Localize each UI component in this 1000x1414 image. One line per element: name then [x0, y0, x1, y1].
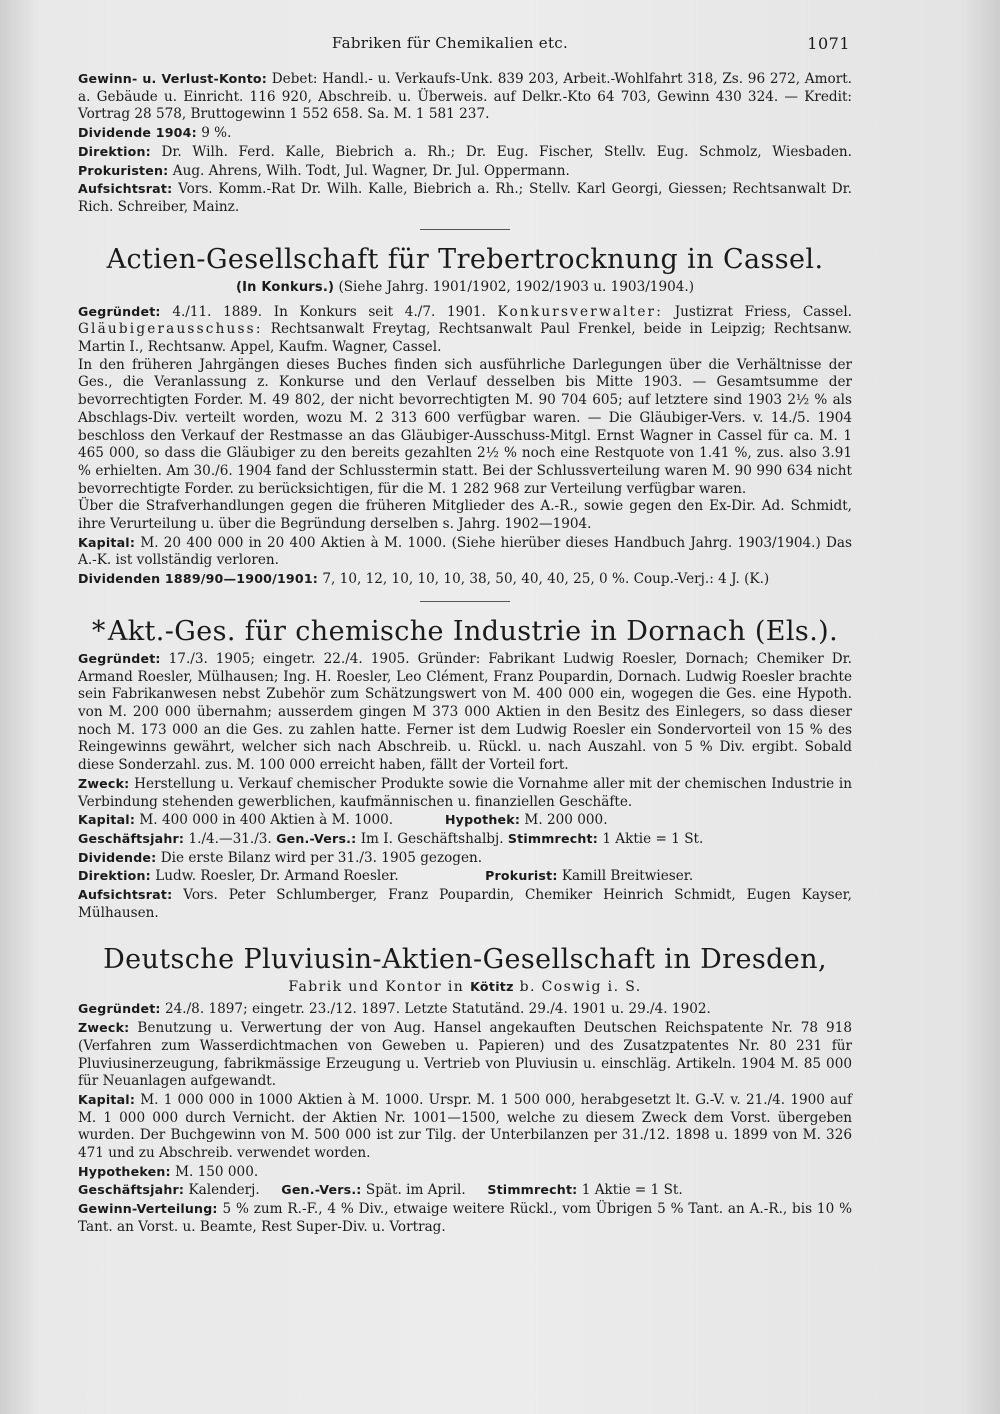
history-paragraph: In den früheren Jahrgängen dieses Buches finden sich ausführliche Darlegungen über die Verhältnisse der Ges., die Veranlassung z. Konkurse und den Verlauf desselben bis Mitte 1903. — Gesamtsumme der bevorrechtigten Forder. M. 49 802, der nicht bevorrechtigten M. 90 704 605; auf letztere sind 1903 2½ % als Abschlags-Div. verteilt worden, wozu M. 2 313 600 verfügbar waren. — Die Gläubiger-Vers. v. 14./5. 1904 beschloss den Verkauf der Restmasse an das Gläubiger-Ausschuss-Mitgl. Ernst Wagner in Cassel für ca. M. 1 465 000, so dass die Gläubiger zu den bereits gezahlten 2½ % noch eine Restquote von 1.41 %, zus. also 3.91 % erhielten. Am 30./6. 1904 fand der Schlusstermin statt. Bei der Schlussverteilung waren M. 90 990 634 nicht bevorrechtigte Forder. zu berücksichtigen, für die M. 1 282 968 zur Verteilung verfügbar waren. [78, 356, 852, 497]
company-subtitle [78, 278, 852, 297]
gegruendet-label: Gegründet: [78, 1001, 161, 1017]
text-column [78, 70, 852, 1237]
kapital-label: Kapital: [78, 1091, 136, 1107]
kapital-paragraph [78, 811, 852, 830]
hypothek-text: M. 200 000. [524, 812, 608, 829]
konkursverwalter-text: Justizrat Friess, Cassel. [674, 303, 852, 320]
geschaeftsjahr-paragraph [78, 1181, 852, 1200]
prokurist-text: Kamill Breitwieser. [561, 868, 694, 885]
gegruendet-label: Gegründet: [78, 650, 161, 666]
hypotheken-paragraph [78, 1163, 852, 1182]
section-kalle-continuation [78, 70, 852, 217]
gegruendet-text: 17./3. 1905; eingetr. 22./4. 1905. Gründer: Fabrikant Ludwig Roesler, Dornach; Chemiker Dr. Armand Roesler, Mülhausen; Ing. H. Roesler, Leo Clément, Franz Poupardin, Dornach. Ludwig Roesler brachte sein Fabrikanwesen nebst Zubehör zum Schätzungswert von M. 400 000 ein, wogegen die Ges. eine Hypoth. von M. 200 000 übernahm; ausserdem gingen M 373 000 Aktien in den Besitz des Einlegers, so dass dieser noch M. 173 000 an die Ges. zu zahlen hatte. Ferner ist dem Ludwig Roesler ein Sondervorteil von 15 % des Reingewinns gewährt, welcher sich nach Abschreib. u. Rückl. u. nach Auszahl. von 5 % Div. ergibt. Sobald diese Sonderzahl. zus. M. 100 000 erreicht haben, fällt der Vorteil fort. [78, 650, 852, 774]
glaeubigerausschuss-text: Rechtsanwalt Freytag, Rechtsanwalt Paul Frenkel, beide in Leipzig; Rechtsanw. Martin I., Rechtsanw. Appel, Kaufm. Wagner, Cassel. [78, 321, 852, 356]
dividende-paragraph [78, 849, 852, 868]
location-name: Kötitz [470, 979, 514, 995]
prokurist-label: Prokurist: [485, 868, 558, 884]
gegruendet-paragraph [78, 650, 852, 775]
direktion-label: Direktion: [78, 143, 151, 159]
dividenden-text: 7, 10, 12, 10, 10, 10, 38, 50, 40, 40, 25, 0 %. Coup.-Verj.: 4 J. (K.) [322, 571, 770, 588]
geschaeftsjahr-text: Kalenderj. [188, 1182, 260, 1199]
direktion-paragraph [78, 867, 852, 886]
aufsichtsrat-paragraph [78, 180, 852, 216]
gegruendet-label: Gegründet: [78, 303, 161, 319]
gewinn-verteilung-label: Gewinn-Verteilung: [78, 1201, 218, 1217]
strafverhandlungen-paragraph: Über die Strafverhandlungen gegen die früheren Mitglieder des A.-R., sowie gegen den Ex-Dir. Ad. Schmidt, ihre Verurteilung u. über die Begründung derselben s. Jahrg. 1902—1904. [78, 498, 852, 533]
section-divider [420, 601, 510, 602]
hypothek-label: Hypothek: [444, 812, 521, 828]
section-dornach [78, 614, 852, 923]
aufsichtsrat-paragraph [78, 886, 852, 922]
direktion-text: Ludw. Roesler, Dr. Armand Roesler. [155, 868, 399, 885]
zweck-text: Herstellung u. Verkauf chemischer Produkte sowie die Vornahme aller mit der chemischen Industrie in Verbindung stehenden gewerblichen, kaufmännischen u. finanziellen Geschäfte. [78, 775, 853, 810]
gen-vers-label: Gen.-Vers.: [276, 830, 357, 846]
page-number: 1071 [807, 34, 850, 53]
gen-vers-text: Im I. Geschäftshalbj. [360, 830, 504, 847]
zweck-paragraph [78, 1019, 852, 1091]
section-divider [420, 229, 510, 230]
stimmrecht-label: Stimmrecht: [487, 1182, 578, 1198]
stimmrecht-text: 1 Aktie = 1 St. [602, 830, 704, 847]
zweck-label: Zweck: [78, 775, 130, 791]
kapital-label: Kapital: [78, 534, 136, 550]
gen-vers-label: Gen.-Vers.: [281, 1182, 362, 1198]
hypotheken-label: Hypotheken: [78, 1163, 171, 1179]
gegruendet-text: 24./8. 1897; eingetr. 23./12. 1897. Letzte Statutänd. 29./4. 1901 u. 29./4. 1902. [164, 1001, 711, 1018]
gegruendet-paragraph [78, 303, 852, 357]
jahrgang-reference: (Siehe Jahrg. 1901/1902, 1902/1903 u. 1903/1904.) [338, 278, 695, 295]
running-title: Fabriken für Chemikalien etc. [331, 34, 569, 52]
direktion-label: Direktion: [78, 868, 151, 884]
geschaeftsjahr-paragraph [78, 830, 852, 849]
zweck-label: Zweck: [78, 1020, 130, 1036]
zweck-text: Benutzung u. Verwertung der von Aug. Hansel angekauften Deutschen Reichspatente Nr. 78 918 (Verfahren zum Wasserdichtmachen von Geweben u. Papieren) und des Zusatzpatentes Nr. 80 231 für Pluviusinerzeugung, fabrikmässige Erzeugung u. Vertrieb von Pluviusin u. einschläg. Artikeln. 1904 M. 85 000 für Neuanlagen aufgewandt. [78, 1020, 852, 1090]
section-pluviusin [78, 942, 852, 1236]
aufsichtsrat-label: Aufsichtsrat: [78, 887, 173, 903]
geschaeftsjahr-label: Geschäftsjahr: [78, 1182, 185, 1198]
company-title: Deutsche Pluviusin-Aktien-Gesellschaft in Dresden, [103, 944, 827, 976]
hypotheken-text: M. 150 000. [175, 1163, 259, 1180]
company-location [78, 978, 852, 996]
direktion-text: Dr. Wilh. Ferd. Kalle, Biebrich a. Rh.; Dr. Eug. Fischer, Stellv. Eug. Schmolz, Wiesbaden. [161, 143, 852, 160]
stimmrecht-text: 1 Aktie = 1 St. [581, 1182, 683, 1199]
page-header [0, 34, 1000, 58]
dividenden-label: Dividenden 1889/90—1900/1901: [78, 571, 319, 587]
dividende-label: Dividende: [78, 849, 157, 865]
company-title [78, 614, 852, 650]
geschaeftsjahr-text: 1./4.—31./3. [188, 830, 272, 847]
kapital-paragraph [78, 534, 852, 570]
new-entry-asterisk: * [91, 615, 106, 647]
location-prefix: Fabrik und Kontor in [288, 979, 465, 996]
konkursverwalter-label: Konkursverwalter: [497, 303, 664, 320]
stimmrecht-label: Stimmrecht: [507, 830, 598, 846]
prokuristen-label: Prokuristen: [78, 162, 169, 178]
company-title-text: Akt.-Ges. für chemische Industrie in Dornach (Els.). [107, 615, 839, 647]
kapital-text: M. 20 400 000 in 20 400 Aktien à M. 1000. (Siehe hierüber dieses Handbuch Jahrg. 1903/1904.) Das A.-K. ist vollständig verloren. [78, 534, 853, 569]
gewinn-verlust-text: Debet: Handl.- u. Verkaufs-Unk. 839 203, Arbeit.-Wohlfahrt 318, Zs. 96 272, Amort. a. Gebäude u. Einricht. 116 920, Abschreib. u. Überweis. auf Delkr.-Kto 64 703, Gewinn 430 324. — Kredit: Vortrag 28 578, Bruttogewinn 1 552 658. Sa. M. 1 581 237. [78, 71, 852, 123]
dividende-label: Dividende 1904: [78, 125, 197, 141]
prokuristen-text: Aug. Ahrens, Wilh. Todt, Jul. Wagner, Dr. Jul. Oppermann. [172, 162, 570, 179]
gegruendet-paragraph [78, 1000, 852, 1019]
gewinn-verlust-label: Gewinn- u. Verlust-Konto: [78, 71, 268, 86]
geschaeftsjahr-label: Geschäftsjahr: [78, 830, 185, 846]
gewinn-verlust-paragraph [78, 70, 852, 124]
aufsichtsrat-text: Vors. Komm.-Rat Dr. Wilh. Kalle, Biebrich a. Rh.; Stellv. Karl Georgi, Giessen; Rechtsanwalt Dr. Rich. Schreiber, Mainz. [78, 181, 852, 215]
konkurs-label: (In Konkurs.) [235, 279, 335, 295]
gewinn-verteilung-paragraph [78, 1200, 852, 1236]
section-spacer [78, 922, 852, 936]
location-suffix: b. Coswig i. S. [519, 979, 642, 996]
dividenden-paragraph [78, 570, 852, 589]
direktion-paragraph [78, 143, 852, 180]
gewinn-verteilung-text: 5 % zum R.-F., 4 % Div., etwaige weitere Rückl., vom Übrigen 5 % Tant. an A.-R., bis 10 % Tant. an Vorst. u. Beamte, Rest Super-Div. u. Vortrag. [78, 1201, 852, 1235]
company-title: Actien-Gesellschaft für Trebertrocknung in Cassel. [106, 243, 824, 275]
dividende-paragraph [78, 124, 852, 143]
gegruendet-text: 4./11. 1889. In Konkurs seit 4./7. 1901. [172, 303, 486, 320]
kapital-text: M. 1 000 000 in 1000 Aktien à M. 1000. Urspr. M. 1 500 000, herabgesetzt lt. G.-V. v. 21./4. 1900 auf M. 1 000 000 durch Vernicht. der Aktien Nr. 1001—1500, welche zu diesem Zweck dem Vorst. übergeben wurden. Der Buchgewinn von M. 500 000 ist zur Tilg. der Unterbilanzen per 31./12. 1898 u. 1899 von M. 326 471 und zu Abschreib. verwendet worden. [78, 1091, 852, 1162]
gen-vers-text: Spät. im April. [365, 1182, 466, 1199]
aufsichtsrat-label: Aufsichtsrat: [78, 181, 173, 197]
kapital-label: Kapital: [78, 812, 136, 828]
aufsichtsrat-text: Vors. Peter Schlumberger, Franz Poupardin, Chemiker Heinrich Schmidt, Eugen Kayser, Mülhausen. [78, 887, 852, 921]
kapital-text: M. 400 000 in 400 Aktien à M. 1000. [139, 812, 394, 829]
dividende-text: Die erste Bilanz wird per 31./3. 1905 gezogen. [160, 849, 483, 866]
dividende-text: 9 %. [201, 125, 232, 142]
zweck-paragraph [78, 775, 852, 811]
glaeubigerausschuss-label: Gläubigerausschuss: [78, 321, 263, 338]
kapital-paragraph [78, 1091, 852, 1163]
section-trebertrocknung [78, 242, 852, 589]
